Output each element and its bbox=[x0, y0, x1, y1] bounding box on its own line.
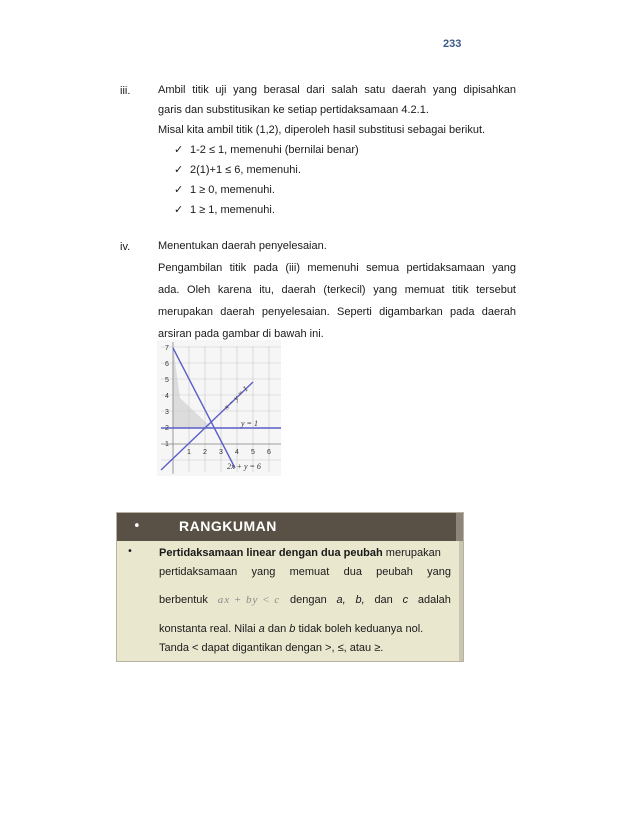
summary-var-c: c bbox=[402, 594, 409, 606]
x-tick: 3 bbox=[219, 449, 223, 456]
step-iii-line2: garis dan substitusikan ke setiap pertidaksamaan 4.2.1. bbox=[158, 104, 429, 116]
y-tick: 2 bbox=[165, 425, 169, 432]
summary-line4-prefix: konstanta real. Nilai bbox=[159, 623, 259, 635]
summary-header bbox=[117, 513, 463, 541]
step-iv-line4: merupakan daerah penyelesaian. Seperti digambarkan pada daerah bbox=[158, 306, 516, 318]
x-tick: 6 bbox=[267, 449, 271, 456]
checkmark-icon: ✓ bbox=[174, 183, 184, 196]
check-text: 1-2 ≤ 1, memenuhi (bernilai benar) bbox=[190, 144, 359, 156]
step-iii-line3: Misal kita ambil titik (1,2), diperoleh hasil substitusi sebagai berikut. bbox=[158, 124, 486, 136]
check-text: 2(1)+1 ≤ 6, memenuhi. bbox=[190, 164, 301, 176]
header-edge bbox=[456, 513, 463, 541]
check-item bbox=[174, 200, 275, 220]
step-iv-line5: arsiran pada gambar di bawah ini. bbox=[158, 328, 324, 340]
graph-svg bbox=[157, 340, 281, 476]
checkmark-icon: ✓ bbox=[174, 203, 184, 216]
y-tick: 3 bbox=[165, 409, 169, 416]
checkmark-icon: ✓ bbox=[174, 143, 184, 156]
summary-adalah: adalah bbox=[417, 594, 451, 606]
x-tick: 2 bbox=[203, 449, 207, 456]
summary-line1-rest: merupakan bbox=[382, 547, 441, 559]
label-x-y-1: x − y = 1 bbox=[222, 384, 250, 412]
step-iv-marker: iv. bbox=[120, 241, 131, 253]
step-iii-line1: Ambil titik uji yang berasal dari salah satu daerah yang dipisahkan bbox=[158, 84, 516, 96]
summary-title: RANGKUMAN bbox=[179, 518, 277, 534]
step-iii-marker: iii. bbox=[120, 85, 131, 97]
summary-var-a: a, bbox=[336, 594, 346, 606]
label-y-1: y = 1 bbox=[241, 419, 258, 428]
summary-line1 bbox=[159, 545, 451, 561]
check-text: 1 ≥ 1, memenuhi. bbox=[190, 204, 275, 216]
summary-dan: dan bbox=[374, 594, 393, 606]
summary-edge bbox=[459, 541, 463, 661]
summary-dengan: dengan bbox=[290, 594, 327, 606]
summary-line4-b: b bbox=[289, 623, 296, 635]
inequality-graph bbox=[157, 340, 281, 476]
check-item bbox=[174, 140, 359, 160]
x-tick: 4 bbox=[235, 449, 239, 456]
step-iv-line3: ada. Oleh karena itu, daerah (terkecil) yang memuat titik tersebut bbox=[158, 284, 516, 296]
summary-heading-bullet: • bbox=[133, 519, 141, 534]
summary-berbentuk: berbentuk bbox=[159, 594, 208, 606]
page-number: 233 bbox=[443, 38, 462, 50]
summary-formula: ax + by < c bbox=[217, 594, 281, 606]
x-tick: 1 bbox=[187, 449, 191, 456]
summary-bold-term: Pertidaksamaan linear dengan dua peubah bbox=[159, 547, 383, 559]
step-iv-line2: Pengambilan titik pada (iii) memenuhi semua pertidaksamaan yang bbox=[158, 262, 516, 274]
summary-line4-a: a bbox=[258, 623, 265, 635]
x-tick: 5 bbox=[251, 449, 255, 456]
summary-line3 bbox=[159, 592, 451, 608]
y-tick: 7 bbox=[165, 345, 169, 352]
label-2x-y-6: 2x + y = 6 bbox=[227, 462, 261, 471]
summary-line4 bbox=[159, 621, 451, 637]
check-item bbox=[174, 160, 301, 180]
check-text: 1 ≥ 0, memenuhi. bbox=[190, 184, 275, 196]
check-item bbox=[174, 180, 275, 200]
summary-item-bullet: • bbox=[127, 546, 133, 557]
step-iv-line1: Menentukan daerah penyelesaian. bbox=[158, 240, 327, 252]
checkmark-icon: ✓ bbox=[174, 163, 184, 176]
y-tick: 6 bbox=[165, 361, 169, 368]
y-tick: 4 bbox=[165, 393, 169, 400]
y-tick: 1 bbox=[165, 441, 169, 448]
summary-line5: Tanda < dapat digantikan dengan >, ≤, atau ≥. bbox=[159, 642, 384, 654]
summary-line4-dan: dan bbox=[264, 623, 290, 635]
summary-box bbox=[116, 512, 464, 662]
y-tick: 5 bbox=[165, 377, 169, 384]
summary-line2: pertidaksamaan yang memuat dua peubah yang bbox=[159, 566, 451, 578]
summary-var-b: b, bbox=[355, 594, 365, 606]
summary-line4-suffix: tidak boleh keduanya nol. bbox=[295, 623, 424, 635]
